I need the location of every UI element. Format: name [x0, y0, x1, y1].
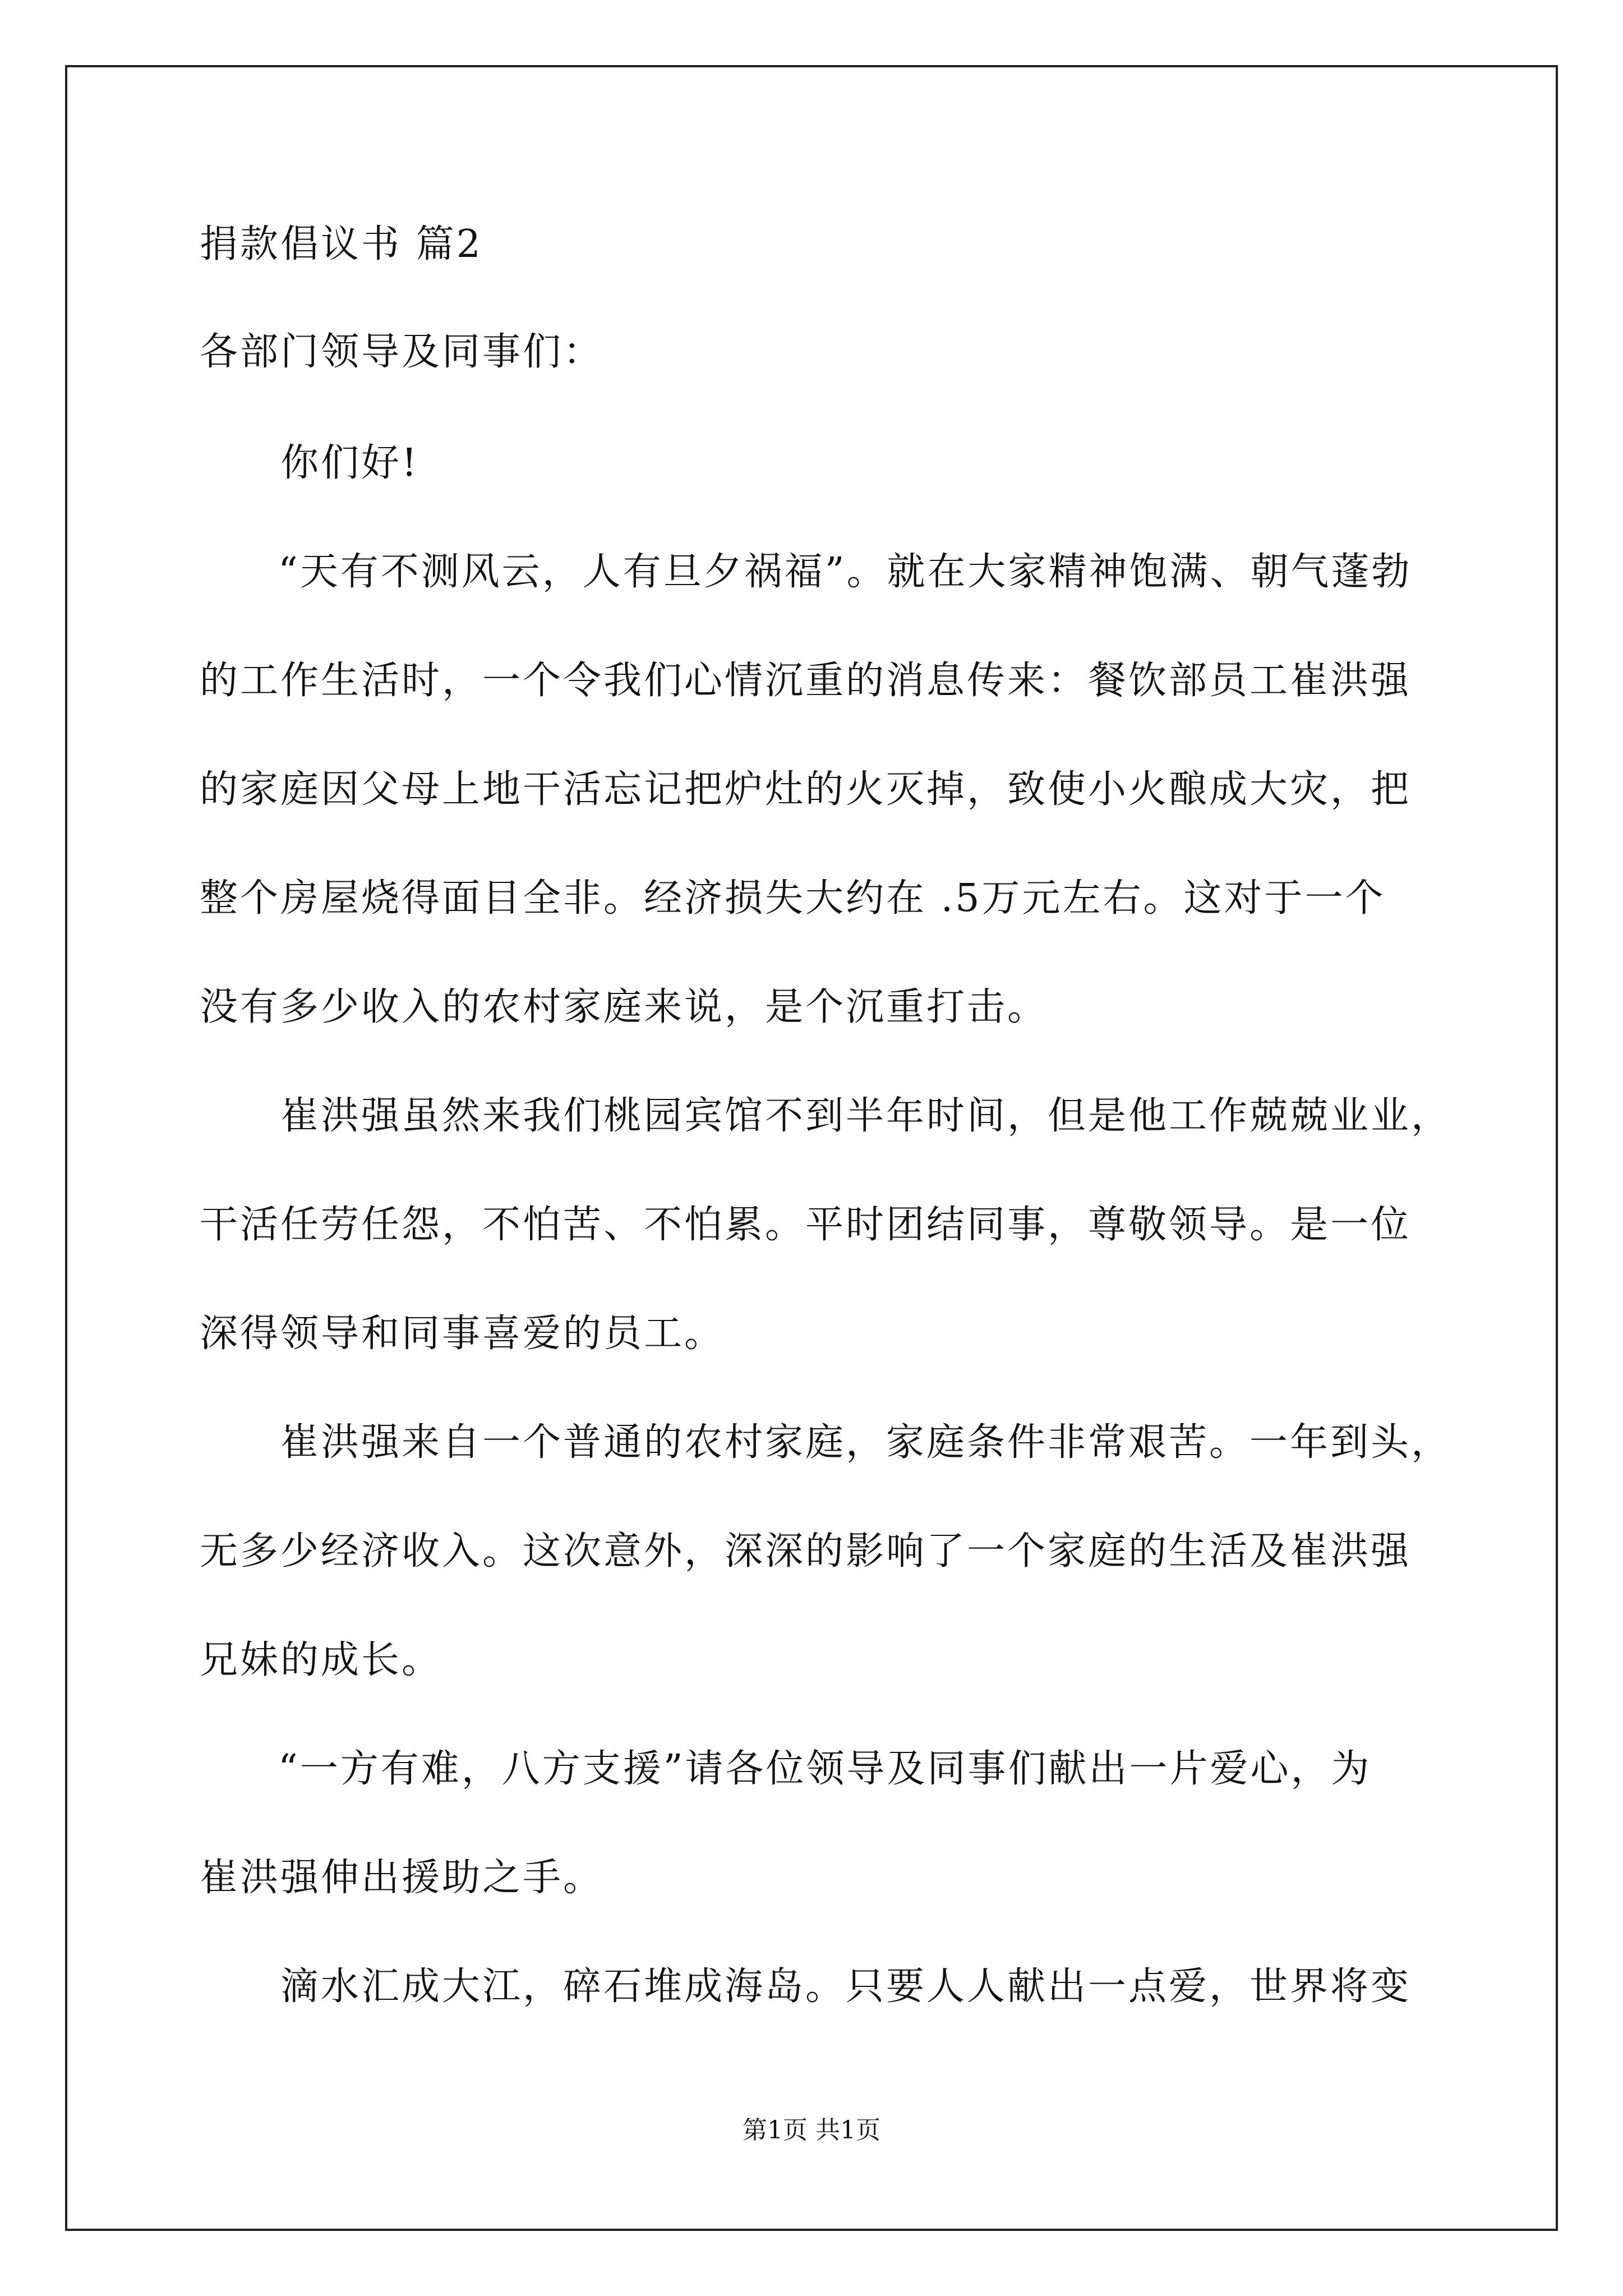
paragraph-line: 兄妹的成长。	[200, 1638, 442, 1682]
paragraph-line: 的工作生活时，一个令我们心情沉重的消息传来：餐饮部员工崔洪强	[200, 659, 1412, 703]
page-border	[65, 65, 1558, 2231]
paragraph-line: 崔洪强伸出援助之手。	[200, 1856, 604, 1900]
paragraph-line: 没有多少收入的农村家庭来说，是个沉重打击。	[200, 985, 1048, 1029]
paragraph-line: 整个房屋烧得面目全非。经济损失大约在 .5万元左右。这对于一个	[200, 876, 1386, 921]
greeting: 你们好!	[280, 441, 419, 485]
paragraph-line: 无多少经济收入。这次意外，深深的影响了一个家庭的生活及崔洪强	[200, 1529, 1412, 1573]
page-number-footer: 第1页 共1页	[743, 2116, 880, 2145]
paragraph-line: 滴水汇成大江，碎石堆成海岛。只要人人献出一点爱，世界将变	[280, 1964, 1412, 2009]
paragraph-line: 深得领导和同事喜爱的员工。	[200, 1312, 725, 1356]
paragraph-line: 的家庭因父母上地干活忘记把炉灶的火灭掉，致使小火酿成大灾，把	[200, 767, 1412, 812]
salutation: 各部门领导及同事们：	[200, 330, 604, 374]
paragraph-line: “一方有难，八方支援”请各位领导及同事们献出一片爱心，为	[278, 1747, 1372, 1791]
paragraph-line: 干活任劳任怨，不怕苦、不怕累。平时团结同事，尊敬领导。是一位	[200, 1203, 1412, 1247]
paragraph-line: 崔洪强虽然来我们桃园宾馆不到半年时间，但是他工作兢兢业业，	[280, 1094, 1452, 1138]
paragraph-line: “天有不测风云，人有旦夕祸福”。就在大家精神饱满、朝气蓬勃	[278, 550, 1412, 594]
document-title: 捐款倡议书 篇2	[200, 222, 483, 266]
paragraph-line: 崔洪强来自一个普通的农村家庭，家庭条件非常艰苦。一年到头，	[280, 1420, 1452, 1465]
